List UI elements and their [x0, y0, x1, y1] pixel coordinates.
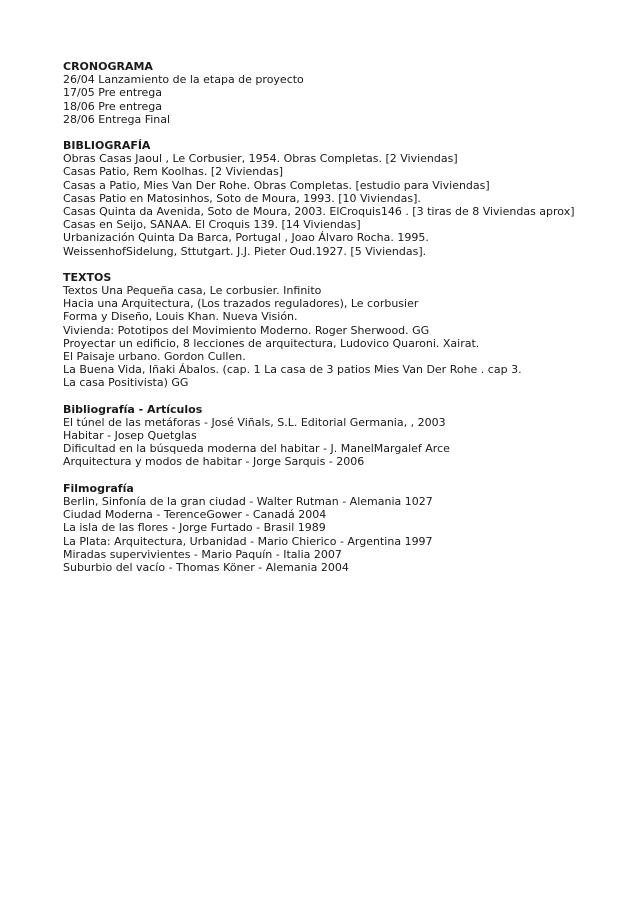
bibliografia-item: Casas Patio en Matosinhos, Soto de Moura, 1993. [10 Viviendas].	[63, 191, 421, 205]
cronograma-item: 28/06 Entrega Final	[63, 112, 171, 126]
cronograma-item: 18/06 Pre entrega	[63, 99, 163, 113]
bibliografia-item: Urbanización Quinta Da Barca, Portugal , Joao Álvaro Rocha. 1995.	[63, 231, 429, 245]
document-page	[63, 60, 623, 587]
textos-item: Forma y Diseño, Louis Khan. Nueva Visión.	[63, 310, 298, 324]
section-title-cronograma: CRONOGRAMA	[63, 60, 153, 73]
bibliografia-item: Casas Patio, Rem Koolhas. [2 Viviendas]	[63, 165, 284, 179]
articulos-item: Dificultad en la búsqueda moderna del habitar - J. ManelMargalef Arce	[63, 442, 450, 456]
section-cronograma	[63, 60, 623, 126]
textos-item: Hacia una Arquitectura, (Los trazados reguladores), Le corbusier	[63, 297, 419, 311]
bibliografia-item: WeissenhofSidelung, Sttutgart. J.J. Pieter Oud.1927. [5 Viviendas].	[63, 244, 427, 258]
textos-item: Textos Una Pequeña casa, Le corbusier. Infinito	[63, 284, 322, 298]
cronograma-item: 17/05 Pre entrega	[63, 86, 163, 100]
bibliografia-item: Casas Quinta da Avenida, Soto de Moura, 2003. ElCroquis146 . [3 tiras de 8 Viviendas aprox]	[63, 205, 575, 219]
filmografia-item: La isla de las flores - Jorge Furtado - Brasil 1989	[63, 521, 326, 535]
filmografia-item: Ciudad Moderna - TerenceGower - Canadá 2004	[63, 508, 327, 522]
filmografia-item: Miradas supervivientes - Mario Paquín - Italia 2007	[63, 547, 342, 561]
filmografia-item: Berlin, Sinfonía de la gran ciudad - Walter Rutman - Alemania 1027	[63, 494, 433, 508]
textos-item: Proyectar un edificio, 8 lecciones de arquitectura, Ludovico Quaroni. Xairat.	[63, 336, 480, 350]
filmografia-item: Suburbio del vacío - Thomas Köner - Alemania 2004	[63, 560, 349, 574]
section-filmografia	[63, 482, 623, 574]
filmografia-item: La Plata: Arquitectura, Urbanidad - Mario Chierico - Argentina 1997	[63, 534, 433, 548]
articulos-item: El túnel de las metáforas - José Viñals, S.L. Editorial Germania, , 2003	[63, 415, 446, 429]
section-title-articulos: Bibliografía - Artículos	[63, 402, 203, 416]
textos-item: La Buena Vida, Iñaki Ábalos. (cap. 1 La casa de 3 patios Mies Van Der Rohe . cap 3.	[63, 363, 522, 377]
textos-item: El Paisaje urbano. Gordon Cullen.	[63, 350, 246, 364]
section-title-filmografia: Filmografía	[63, 481, 134, 495]
bibliografia-item: Obras Casas Jaoul , Le Corbusier, 1954. Obras Completas. [2 Viviendas]	[63, 152, 458, 166]
section-bibliografia	[63, 139, 623, 258]
cronograma-item: 26/04 Lanzamiento de la etapa de proyecto	[63, 73, 304, 87]
articulos-item: Arquitectura y modos de habitar - Jorge Sarquis - 2006	[63, 455, 365, 469]
section-title-bibliografia: BIBLIOGRAFÍA	[63, 139, 151, 153]
articulos-item: Habitar - Josep Quetglas	[63, 429, 197, 443]
section-textos	[63, 271, 623, 390]
bibliografia-item: Casas en Seijo, SANAA. El Croquis 139. [14 Viviendas]	[63, 218, 361, 232]
section-articulos	[63, 403, 623, 469]
bibliografia-item: Casas a Patio, Mies Van Der Rohe. Obras Completas. [estudio para Viviendas]	[63, 178, 490, 192]
textos-item: La casa Positivista) GG	[63, 376, 189, 390]
section-title-textos: TEXTOS	[63, 270, 112, 284]
textos-item: Vivienda: Pototipos del Movimiento Moderno. Roger Sherwood. GG	[63, 323, 430, 337]
